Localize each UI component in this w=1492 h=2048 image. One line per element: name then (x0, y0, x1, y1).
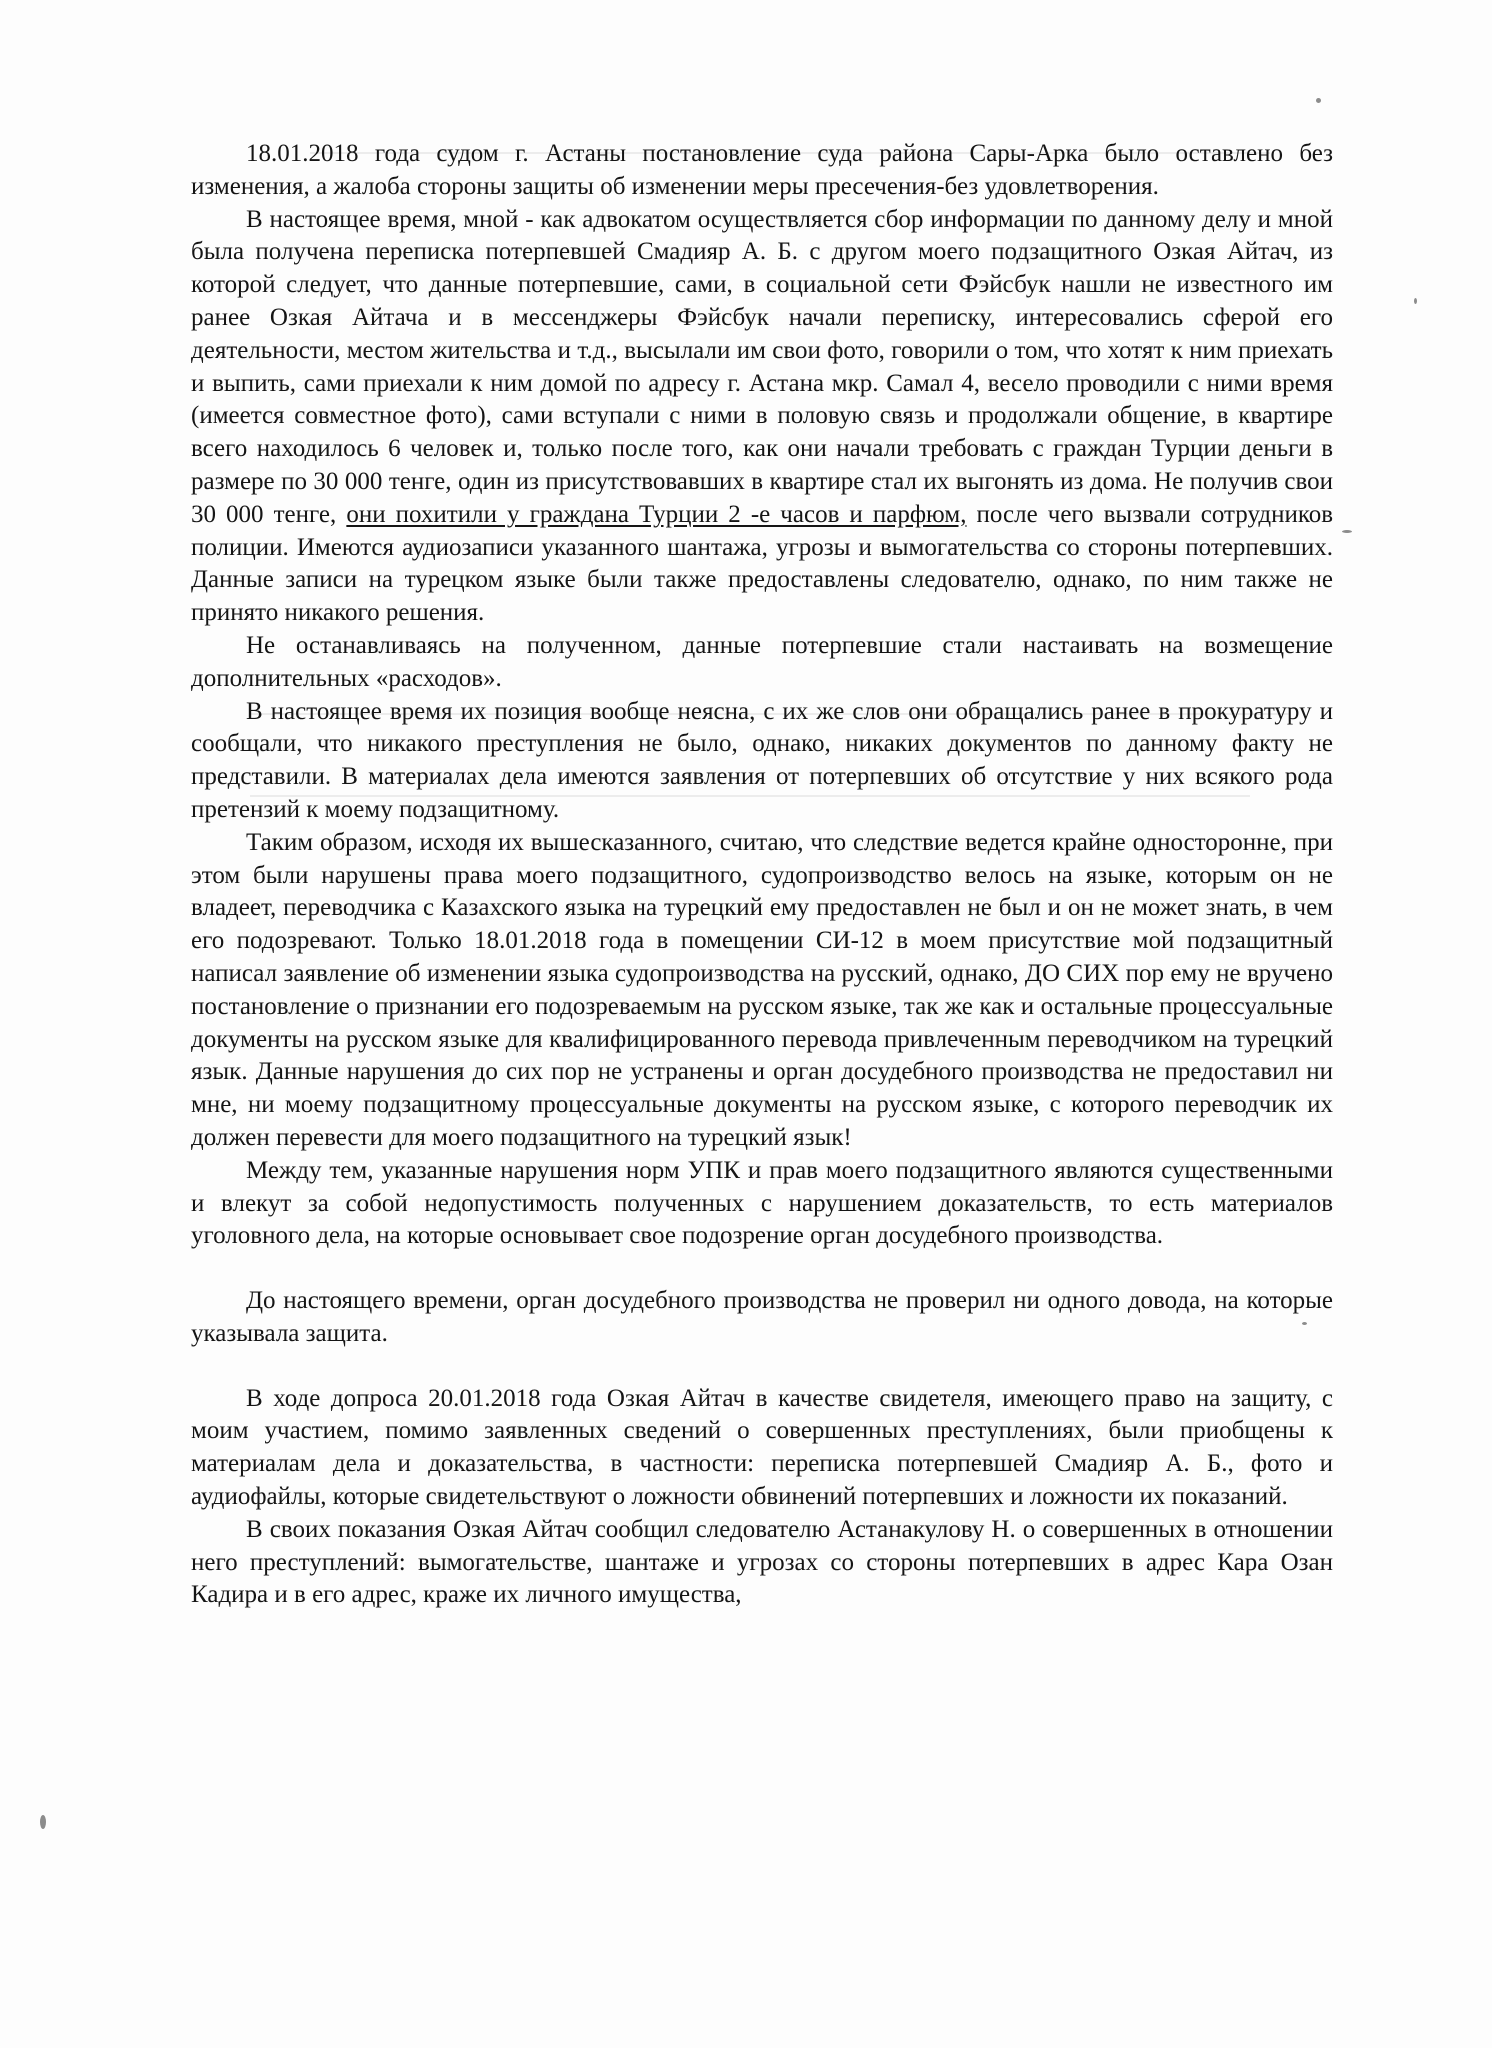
blank-line (191, 1253, 1333, 1285)
scan-speck (40, 1815, 46, 1829)
paragraph-compensation: Не останавливаясь на полученном, данные потерпевшие стали настаивать на возмещение дополнительных «расходов». (191, 631, 1333, 692)
paragraph-position-unclear: В настоящее время их позиция вообще неясна, с их же слов они обращались ранее в прокуратуру и сообщали, что никакого преступления не было, однако, никаких документов по данному факту не представили. В материалах дела имеются заявления от потерпевших об отсутствие у них всякого рода претензий к моему подзащитному. (191, 697, 1333, 823)
scan-speck (1342, 530, 1352, 533)
scan-speck (1414, 298, 1417, 304)
paragraph-testimony: В своих показания Озкая Айтач сообщил следователю Астанакулову Н. о совершенных в отношении него преступлений: вымогательстве, шантаже и угрозах со стороны потерпевших в адрес Кара Озан Кадира и в его адрес, краже их личного имущества, (191, 1515, 1333, 1609)
paragraph-violations: Между тем, указанные нарушения норм УПК и прав моего подзащитного являются существенными и влекут за собой недопустимость полученных с нарушением доказательств, то есть материалов уголовного дела, на которые основывает свое подозрение орган досудебного производства. (191, 1156, 1333, 1250)
underlined-theft-statement: они похитили у гражданa Турции 2 -е часов и парфюм, (346, 500, 967, 528)
paragraph-investigation-text: В настоящее время, мной - как адвокатом осуществляется сбор информации по данному делу и мной была получена переписка потерпевшей Смадияр А. Б. с другом моего подзащитного Озкая Айтач, из которой следует, что данные потерпевшие, сами, в социальной сети Фэйсбук нашли не известного им ранее Озкая Айтача и в мессенджеры Фэйсбук начали переписку, интересовались сферой его деятельности, местом жительства и т.д., высылали им свои фото, говорили о том, что хотят к ним приехать и выпить, сами приехали к ним домой по адресу г. Астана мкр. Самал 4, весело проводили с ними время (имеется совместное фото), сами вступали с ними в половую связь и продолжали общение, в квартире всего находилось 6 человек и, только после того, как они начали требовать с граждан Турции деньги в размере по 30 000 тенге, один из присутствовавших в квартире стал их выгонять из дома. Не получив свои 30 000 тенге, (191, 205, 1333, 528)
paragraph-court-decision: 18.01.2018 года судом г. Астаны постановление суда района Сары-Арка было оставлено без изменения, а жалоба стороны защиты об изменении меры пресечения-без удовлетворения. (191, 140, 1333, 200)
scan-speck (1316, 98, 1321, 103)
document-body (191, 138, 1333, 1612)
blank-line (191, 1351, 1333, 1383)
paragraph-conclusion: Таким образом, исходя их вышесказанного, считаю, что следствие ведется крайне односторонне, при этом были нарушены права моего подзащитного, судопроизводство велось на языке, которым он не владеет, переводчика с Казахского языка на турецкий ему предоставлен не был и он не может знать, в чем его подозревают. Только 18.01.2018 года в помещении СИ-12 в моем присутствие мой подзащитный написал заявление об изменении языка судопроизводства на русский, однако, ДО СИХ пор ему не вручено постановление о признании его подозреваемым на русском языке, так же как и остальные процессуальные документы на русском языке для квалифицированного перевода привлеченным переводчиком на турецкий язык. Данные нарушения до сих пор не устранены и орган досудебного производства не предоставил ни мне, ни моему подзащитному процессуальные документы на русском языке, с которого переводчик их должен перевести для моего подзащитного на турецкий язык! (191, 828, 1333, 1151)
paragraph-investigation-facts (191, 204, 1333, 630)
paragraph-not-verified: До настоящего времени, орган досудебного производства не проверил ни одного довода, на которые указывала защита. (191, 1287, 1333, 1347)
paragraph-interrogation: В ходе допроса 20.01.2018 года Озкая Айтач в качестве свидетеля, имеющего право на защиту, с моим участием, помимо заявленных сведений о совершенных преступлениях, были приобщены к материалам дела и доказательства, в частности: переписка потерпевшей Смадияр А. Б., фото и аудиофайлы, которые свидетельствуют о ложности обвинений потерпевших и ложности их показаний. (191, 1384, 1333, 1511)
paragraph-police-call: после чего вызвали сотрудников полиции. Имеются аудиозаписи указанного шантажа, угрозы и вымогательства со стороны потерпевших. Данные записи на турецком языке были также предоставлены следователю, однако, по ним также не принято никакого решения. (191, 500, 1334, 627)
